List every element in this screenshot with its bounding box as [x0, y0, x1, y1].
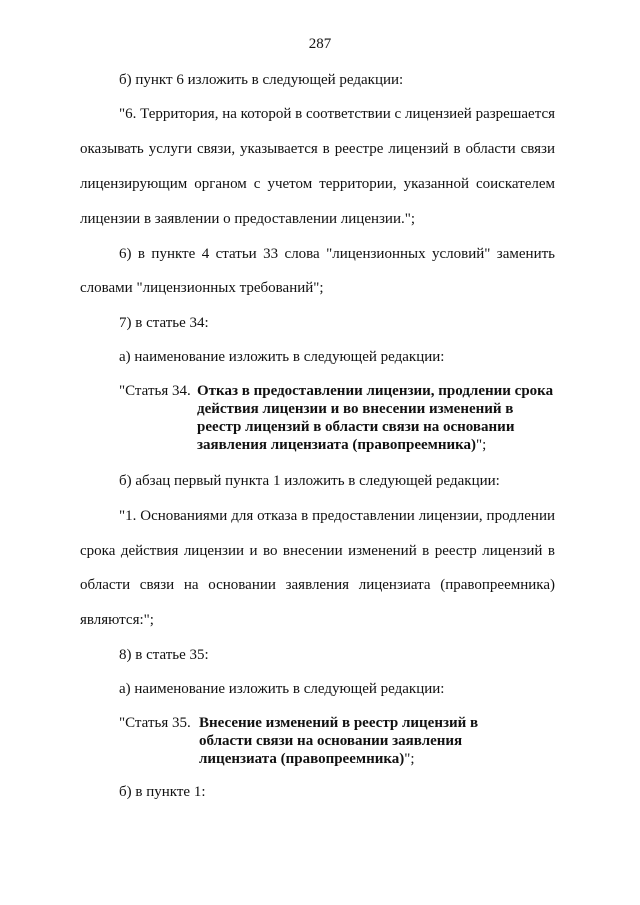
paragraph-p5: а) наименование изложить в следующей редакции:: [119, 349, 445, 365]
paragraph-p8-line4: являются:";: [80, 612, 154, 628]
paragraph-p2-line1: "6. Территория, на которой в соответствии с лицензией разрешается: [119, 106, 555, 122]
paragraph-p7: б) абзац первый пункта 1 изложить в следующей редакции:: [119, 473, 500, 489]
paragraph-p9: 8) в статье 35:: [119, 647, 209, 663]
article-34-closing: ";: [476, 437, 487, 453]
paragraph-p2-line4: лицензии в заявлении о предоставлении лицензии.";: [80, 211, 416, 227]
article-35-title: [199, 714, 489, 768]
article-35-label: "Статья 35.: [119, 715, 191, 731]
article-35-title-text: Внесение изменений в реестр лицензий в области связи на основании заявления лицензиата (правопреемника): [199, 715, 479, 767]
paragraph-p4: 7) в статье 34:: [119, 315, 209, 331]
article-34-title: [197, 382, 557, 454]
paragraph-p1: б) пункт 6 изложить в следующей редакции:: [119, 72, 404, 88]
article-35-heading: [119, 714, 519, 770]
paragraph-p3-line2: словами "лицензионных требований";: [80, 280, 324, 296]
paragraph-p3-line1: 6) в пункте 4 статьи 33 слова "лицензионных условий" заменить: [119, 246, 555, 262]
paragraph-p8-line3: области связи на основании заявления лицензиата (правопреемника): [80, 577, 555, 593]
paragraph-p8-line2: срока действия лицензии и во внесении изменений в реестр лицензий в: [80, 543, 555, 559]
article-34-label: "Статья 34.: [119, 383, 191, 399]
paragraph-p2-line2: оказывать услуги связи, указывается в реестре лицензий в области связи: [80, 141, 555, 157]
article-35-closing: ";: [404, 751, 415, 767]
article-34-title-text: Отказ в предоставлении лицензии, продлении срока действия лицензии и во внесении изменений в реестр лицензий в области связи на основании заявления лицензиата (правопреемника): [197, 383, 554, 453]
article-34-heading: [119, 382, 559, 458]
paragraph-p8-line1: "1. Основаниями для отказа в предоставлении лицензии, продлении: [119, 508, 555, 524]
paragraph-p12: б) в пункте 1:: [119, 784, 206, 800]
page-number: 287: [308, 36, 332, 52]
paragraph-p10: а) наименование изложить в следующей редакции:: [119, 681, 445, 697]
paragraph-p2-line3: лицензирующим органом с учетом территории, указанной соискателем: [80, 176, 555, 192]
